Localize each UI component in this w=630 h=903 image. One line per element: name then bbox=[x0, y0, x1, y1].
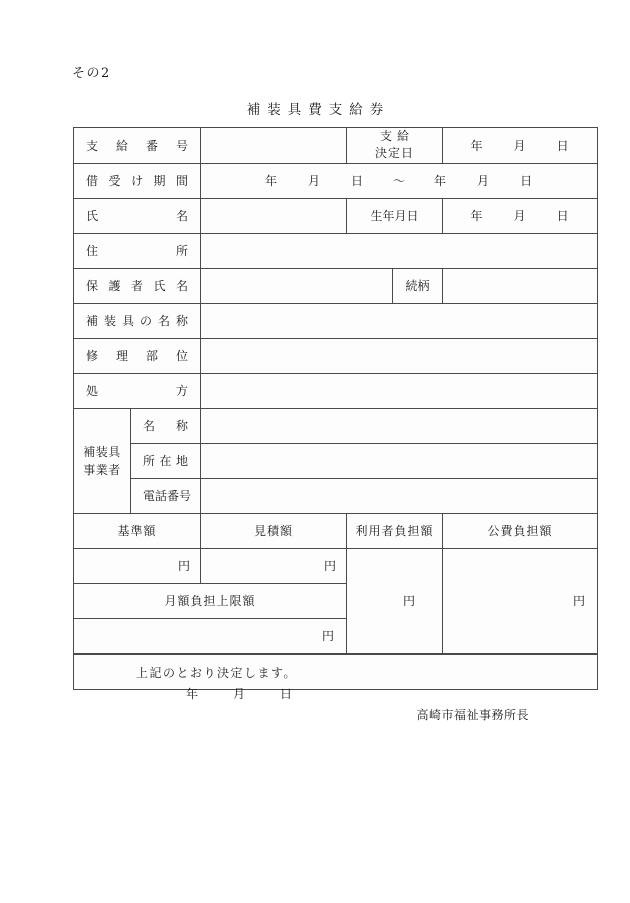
decision-date-year: 年 bbox=[470, 138, 484, 153]
rental-start-year: 年 bbox=[264, 174, 278, 189]
birthdate-year: 年 bbox=[470, 209, 484, 224]
rental-end-year: 年 bbox=[434, 174, 448, 189]
rental-end-month: 月 bbox=[477, 174, 491, 189]
table-row-vendor-name bbox=[74, 408, 598, 443]
rental-start-day: 日 bbox=[351, 174, 365, 189]
footer-cell bbox=[74, 654, 598, 722]
estimate-amount-value[interactable]: 円 bbox=[201, 548, 347, 583]
device-name-value[interactable] bbox=[201, 303, 598, 338]
rental-start-month: 月 bbox=[308, 174, 322, 189]
decision-date-value[interactable] bbox=[443, 128, 598, 164]
range-tilde: ～ bbox=[393, 174, 406, 189]
vendor-address-value[interactable] bbox=[201, 443, 598, 478]
table-row-footer bbox=[74, 654, 598, 689]
vendor-address-label: 所在地 bbox=[131, 443, 201, 478]
table-row-repair-part bbox=[74, 338, 598, 373]
vendor-name-label: 名称 bbox=[131, 408, 201, 443]
document-title: 補装具費支給券 bbox=[246, 102, 391, 118]
public-burden-label: 公費負担額 bbox=[443, 513, 598, 548]
name-value[interactable] bbox=[201, 198, 347, 233]
table-row-device-name bbox=[74, 303, 598, 338]
address-value[interactable] bbox=[201, 233, 598, 268]
payment-number-label: 支給番号 bbox=[74, 128, 201, 164]
table-row-rental-period bbox=[74, 163, 598, 198]
standard-amount-label: 基準額 bbox=[74, 513, 201, 548]
user-burden-yen: 円 bbox=[403, 594, 416, 608]
table-row-vendor-phone bbox=[74, 478, 598, 513]
repair-part-label: 修理部位 bbox=[74, 338, 201, 373]
repair-part-value[interactable] bbox=[201, 338, 598, 373]
rental-period-label: 借受け期間 bbox=[74, 163, 201, 198]
guardian-name-value[interactable] bbox=[201, 268, 393, 303]
vendor-phone-value[interactable] bbox=[201, 478, 598, 513]
vendor-label-line2: 事業者 bbox=[83, 462, 121, 477]
decision-date-label bbox=[347, 128, 443, 164]
decision-date-label-line1: 支給 bbox=[380, 129, 415, 143]
vendor-phone-label: 電話番号 bbox=[131, 478, 201, 513]
rental-period-value[interactable] bbox=[201, 163, 598, 198]
table-row-amount-headers bbox=[74, 513, 598, 548]
vendor-label bbox=[74, 408, 131, 513]
estimate-amount-label: 見積額 bbox=[201, 513, 347, 548]
standard-amount-value[interactable]: 円 bbox=[74, 548, 201, 583]
decision-date-label-line2: 決定日 bbox=[375, 146, 415, 161]
vendor-label-line1: 補装具 bbox=[83, 444, 121, 459]
birthdate-month: 月 bbox=[513, 209, 527, 224]
footer-date-year: 年 bbox=[186, 686, 200, 701]
monthly-cap-label: 月額負担上限額 bbox=[74, 583, 347, 618]
relationship-value[interactable] bbox=[443, 268, 598, 303]
public-burden-yen: 円 bbox=[573, 594, 586, 608]
footer-statement: 上記のとおり決定します。 bbox=[136, 665, 298, 680]
user-burden-value[interactable] bbox=[347, 548, 443, 653]
footer-date-month: 月 bbox=[233, 686, 247, 701]
address-label: 住所 bbox=[74, 233, 201, 268]
birthdate-value[interactable] bbox=[443, 198, 598, 233]
voucher-table bbox=[73, 127, 598, 722]
footer-date-day: 日 bbox=[280, 686, 294, 701]
table-row-address bbox=[74, 233, 598, 268]
guardian-name-label: 保護者氏名 bbox=[74, 268, 201, 303]
birthdate-day: 日 bbox=[556, 209, 570, 224]
rental-end-day: 日 bbox=[520, 174, 534, 189]
table-row-amount-values bbox=[74, 548, 598, 583]
monthly-cap-value[interactable]: 円 bbox=[74, 618, 347, 653]
corner-note: その2 bbox=[72, 66, 111, 81]
relationship-label: 続柄 bbox=[393, 268, 443, 303]
user-burden-label: 利用者負担額 bbox=[347, 513, 443, 548]
vendor-name-value[interactable] bbox=[201, 408, 598, 443]
device-name-label: 補装具の名称 bbox=[74, 303, 201, 338]
table-row-prescription bbox=[74, 373, 598, 408]
birthdate-label: 生年月日 bbox=[347, 198, 443, 233]
footer-date[interactable] bbox=[186, 685, 293, 702]
decision-date-day: 日 bbox=[556, 138, 570, 153]
table-row-payment-number bbox=[74, 128, 598, 164]
prescription-label: 処方 bbox=[74, 373, 201, 408]
table-row-guardian bbox=[74, 268, 598, 303]
prescription-value[interactable] bbox=[201, 373, 598, 408]
footer-issuer: 高崎市福祉事務所長 bbox=[416, 707, 530, 722]
table-row-name bbox=[74, 198, 598, 233]
table-row-vendor-address bbox=[74, 443, 598, 478]
name-label: 氏名 bbox=[74, 198, 201, 233]
decision-date-month: 月 bbox=[513, 138, 527, 153]
payment-number-value[interactable] bbox=[201, 128, 347, 164]
